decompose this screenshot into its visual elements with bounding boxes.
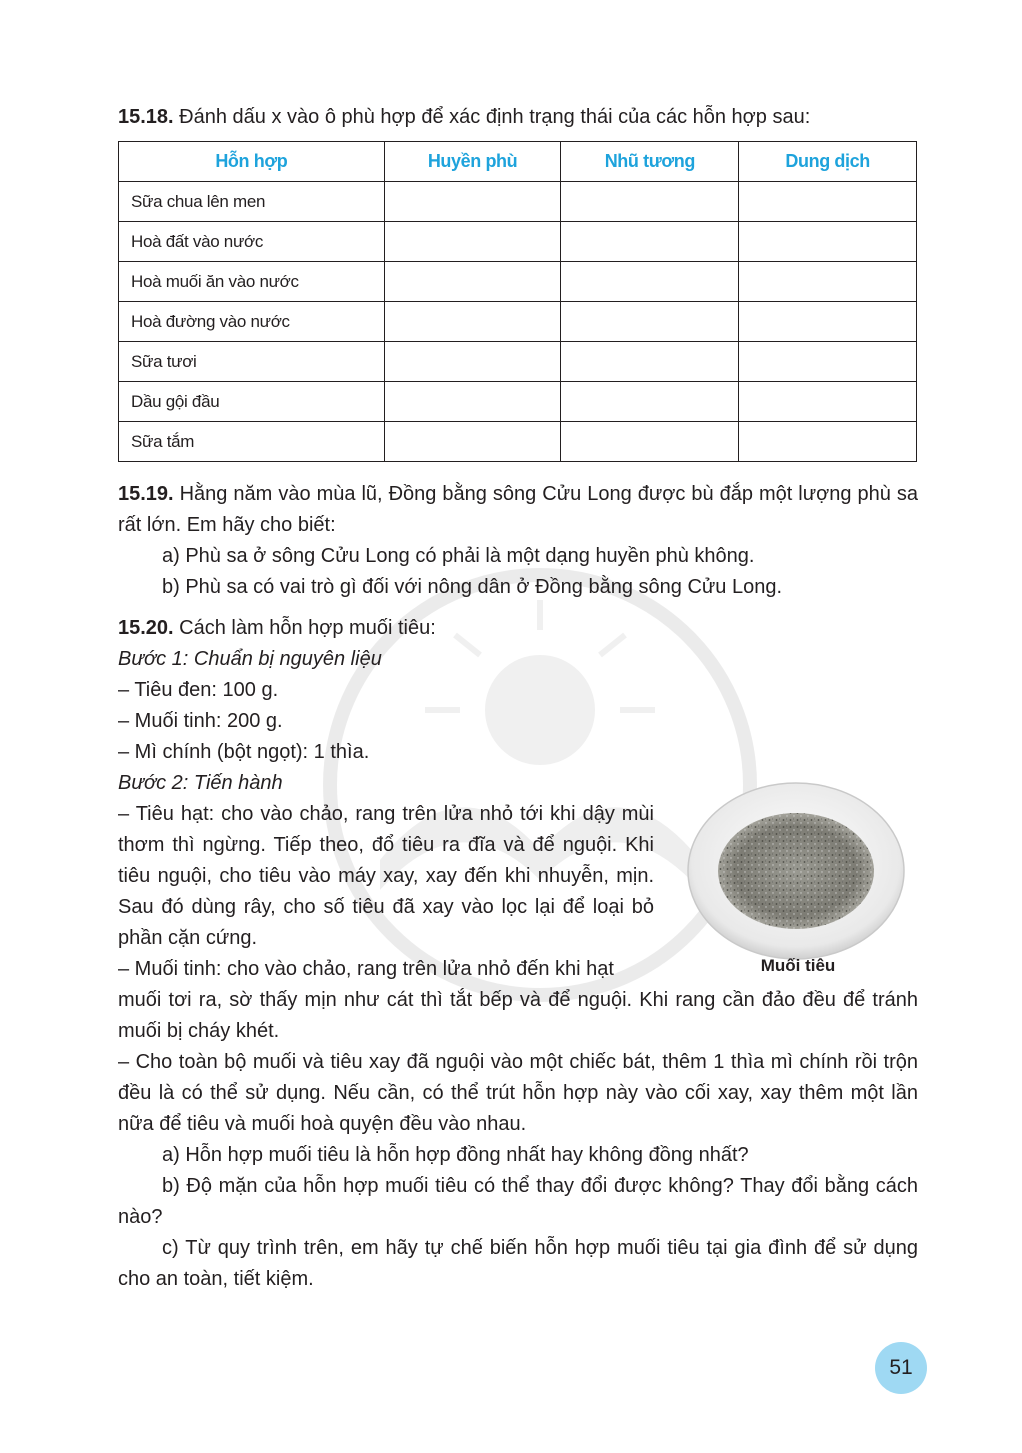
header-solution: Dung dịch <box>739 142 917 182</box>
pepper-instructions: – Tiêu hạt: cho vào chảo, rang trên lửa nhỏ tới khi dậy mùi thơm thì ngừng. Tiếp theo, đổ tiêu ra đĩa và để nguội. Khi tiêu nguội, cho tiêu vào máy xay, xay đến khi nhuyễn, mịn. Sau đó dùng rây, cho số tiêu đã xay vào lọc lại để loại bỏ phần cặn cứng. <box>118 803 654 949</box>
table-row <box>119 222 917 262</box>
question-a: a) Hỗn hợp muối tiêu là hỗn hợp đồng nhất hay không đồng nhất? <box>162 1144 749 1166</box>
checkbox-cell[interactable] <box>561 262 739 302</box>
mixture-name: Hoà đất vào nước <box>119 222 385 262</box>
figure-caption: Muối tiêu <box>760 956 836 975</box>
checkbox-cell[interactable] <box>739 222 917 262</box>
table-row <box>119 262 917 302</box>
checkbox-cell[interactable] <box>384 302 561 342</box>
ingredient-salt: – Muối tinh: 200 g. <box>118 710 283 732</box>
exercise-15-19-intro <box>118 479 918 541</box>
step-1-heading: Bước 1: Chuẩn bị nguyên liệu <box>118 648 382 670</box>
checkbox-cell[interactable] <box>739 382 917 422</box>
checkbox-cell[interactable] <box>561 382 739 422</box>
exercise-number: 15.19. <box>118 483 174 505</box>
page-number: 51 <box>875 1342 927 1394</box>
mixture-name: Sữa tươi <box>119 342 385 382</box>
salt-instructions-rest: muối tơi ra, sờ thấy mịn như cát thì tắt bếp và để nguội. Khi rang cần đảo đều để tránh muối bị cháy khét. <box>118 989 918 1042</box>
salt-pepper-bowl-image <box>684 776 908 981</box>
ingredient-pepper: – Tiêu đen: 100 g. <box>118 679 279 701</box>
table-header-row <box>119 142 917 182</box>
mixture-name: Dầu gội đầu <box>119 382 385 422</box>
table-row <box>119 342 917 382</box>
checkbox-cell[interactable] <box>739 262 917 302</box>
mixture-name: Hoà đường vào nước <box>119 302 385 342</box>
mixture-name: Sữa tắm <box>119 422 385 462</box>
checkbox-cell[interactable] <box>739 342 917 382</box>
prompt-text: Đánh dấu x vào ô phù hợp để xác định trạng thái của các hỗn hợp sau: <box>179 106 811 128</box>
salt-instructions-line1: – Muối tinh: cho vào chảo, rang trên lửa nhỏ đến khi hạt <box>118 958 614 980</box>
exercise-15-18-prompt <box>118 102 918 133</box>
header-emulsion: Nhũ tương <box>561 142 739 182</box>
checkbox-cell[interactable] <box>561 302 739 342</box>
checkbox-cell[interactable] <box>561 182 739 222</box>
checkbox-cell[interactable] <box>384 382 561 422</box>
table-row <box>119 422 917 462</box>
exercise-15-19 <box>118 479 918 603</box>
mixing-instructions: – Cho toàn bộ muối và tiêu xay đã nguội vào một chiếc bát, thêm 1 thìa mì chính rồi trộn đều là có thể sử dụng. Nếu cần, có thể trút hỗn hợp này vào cối xay, xay thêm một lần nữa để tiêu và muối hoà quyện đều vào nhau. <box>118 1051 918 1135</box>
intro-text: Cách làm hỗn hợp muối tiêu: <box>179 617 436 639</box>
table-row <box>119 382 917 422</box>
exercise-15-20-intro <box>118 613 918 644</box>
table-row <box>119 182 917 222</box>
checkbox-cell[interactable] <box>561 422 739 462</box>
checkbox-cell[interactable] <box>739 182 917 222</box>
checkbox-cell[interactable] <box>384 222 561 262</box>
question-a: a) Phù sa ở sông Cửu Long có phải là một dạng huyền phù không. <box>162 545 755 567</box>
mixture-name: Hoà muối ăn vào nước <box>119 262 385 302</box>
checkbox-cell[interactable] <box>561 222 739 262</box>
question-b: b) Phù sa có vai trò gì đối với nông dân ở Đồng bằng sông Cửu Long. <box>162 576 783 598</box>
checkbox-cell[interactable] <box>384 422 561 462</box>
exercise-number: 15.20. <box>118 617 174 639</box>
checkbox-cell[interactable] <box>384 262 561 302</box>
checkbox-cell[interactable] <box>384 342 561 382</box>
header-suspension: Huyền phù <box>384 142 561 182</box>
checkbox-cell[interactable] <box>384 182 561 222</box>
table-row <box>119 302 917 342</box>
question-c: c) Từ quy trình trên, em hãy tự chế biến hỗn hợp muối tiêu tại gia đình để sử dụng cho an toàn, tiết kiệm. <box>118 1237 918 1290</box>
mixture-name: Sữa chua lên men <box>119 182 385 222</box>
checkbox-cell[interactable] <box>561 342 739 382</box>
exercise-number: 15.18. <box>118 106 174 128</box>
header-mixture: Hỗn hợp <box>119 142 385 182</box>
intro-text: Hằng năm vào mùa lũ, Đồng bằng sông Cửu Long được bù đắp một lượng phù sa rất lớn. Em hãy cho biết: <box>118 483 918 536</box>
checkbox-cell[interactable] <box>739 422 917 462</box>
question-b: b) Độ mặn của hỗn hợp muối tiêu có thể thay đổi được không? Thay đổi bằng cách nào? <box>118 1175 918 1228</box>
step-2-heading: Bước 2: Tiến hành <box>118 772 283 794</box>
checkbox-cell[interactable] <box>739 302 917 342</box>
mixture-table <box>118 141 917 462</box>
ingredient-msg: – Mì chính (bột ngọt): 1 thìa. <box>118 741 370 763</box>
